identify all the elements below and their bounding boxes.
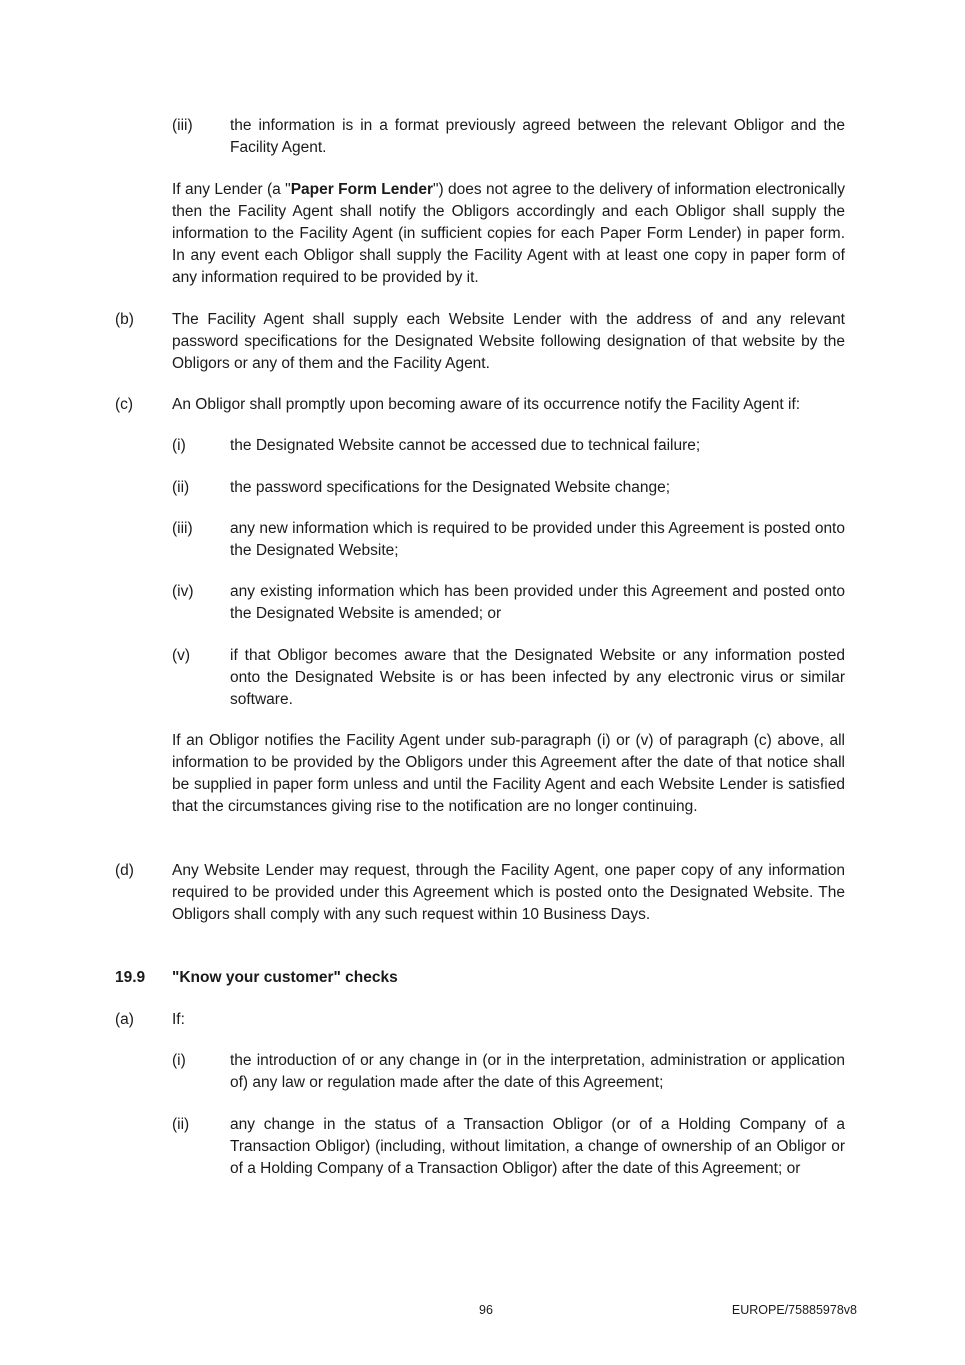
- paragraph-number: (b): [115, 311, 134, 328]
- list-number: (ii): [172, 479, 190, 496]
- defined-term: Paper Form Lender: [290, 181, 433, 198]
- paragraph-text: If:: [172, 1011, 185, 1028]
- document-reference: EUROPE/75885978v8: [731, 1303, 857, 1317]
- paragraph-text: An Obligor shall promptly upon becoming aware of its occurrence notify the Facility Agent if:: [172, 396, 801, 413]
- section-heading: "Know your customer" checks: [172, 969, 398, 986]
- paragraph-number: (c): [115, 396, 134, 413]
- paragraph-number: (d): [115, 862, 134, 879]
- list-number: (i): [172, 1052, 186, 1069]
- paragraph-text: The Facility Agent shall supply each Website Lender with the address of and any relevant password specifications for the Designated Website following designation of that website by the Obligors or any of them and the Facility Agent.: [172, 311, 845, 372]
- paragraph-text: If an Obligor notifies the Facility Agent under sub-paragraph (i) or (v) of paragraph (c) above, all information to be provided by the Obligors under this Agreement after the date of that notice shall be supplied in paper form unless and until the Facility Agent and each Website Lender is satisfied that the circumstances giving rise to the notification are no longer continuing.: [172, 732, 845, 815]
- list-item-text: any change in the status of a Transaction Obligor (or of a Holding Company of a Transaction Obligor) (including, without limitation, a change of ownership of an Obligor or of a Holding Company of a Transaction Obligor) after the date of this Agreement; or: [230, 1116, 845, 1177]
- list-item-text: the information is in a format previously agreed between the relevant Obligor and the Facility Agent.: [230, 117, 845, 156]
- list-number: (iv): [172, 583, 194, 600]
- list-item-text: the Designated Website cannot be accessed due to technical failure;: [230, 437, 701, 454]
- paragraph-number: (a): [115, 1011, 134, 1028]
- list-item-text: any existing information which has been provided under this Agreement and posted onto the Designated Website is amended; or: [230, 583, 845, 622]
- list-item-text: any new information which is required to be provided under this Agreement is posted onto the Designated Website;: [230, 520, 845, 559]
- page-number: 96: [479, 1303, 493, 1317]
- paper-form-paragraph: If any Lender (a "Paper Form Lender") does not agree to the delivery of information electronically then the Facility Agent shall notify the Obligors accordingly and each Obligor shall supply the information to the Facility Agent (in sufficient copies for each Paper Form Lender) in paper form. In any event each Obligor shall supply the Facility Agent with at least one copy in paper form of any information required to be provided by it.: [172, 181, 845, 286]
- list-number: (v): [172, 647, 191, 664]
- section-number: 19.9: [115, 969, 146, 986]
- paragraph-text: Any Website Lender may request, through the Facility Agent, one paper copy of any information required to be provided under this Agreement which is posted onto the Designated Website. The Obligors shall comply with any such request within 10 Business Days.: [172, 862, 845, 923]
- list-item-text: the introduction of or any change in (or in the interpretation, administration or application of) any law or regulation made after the date of this Agreement;: [230, 1052, 845, 1091]
- list-number: (ii): [172, 1116, 190, 1133]
- list-number: (i): [172, 437, 186, 454]
- list-item-text: if that Obligor becomes aware that the Designated Website or any information posted onto the Designated Website is or has been infected by any electronic virus or similar software.: [230, 647, 845, 708]
- list-number: (iii): [172, 117, 193, 134]
- list-number: (iii): [172, 520, 193, 537]
- list-item-text: the password specifications for the Designated Website change;: [230, 479, 670, 496]
